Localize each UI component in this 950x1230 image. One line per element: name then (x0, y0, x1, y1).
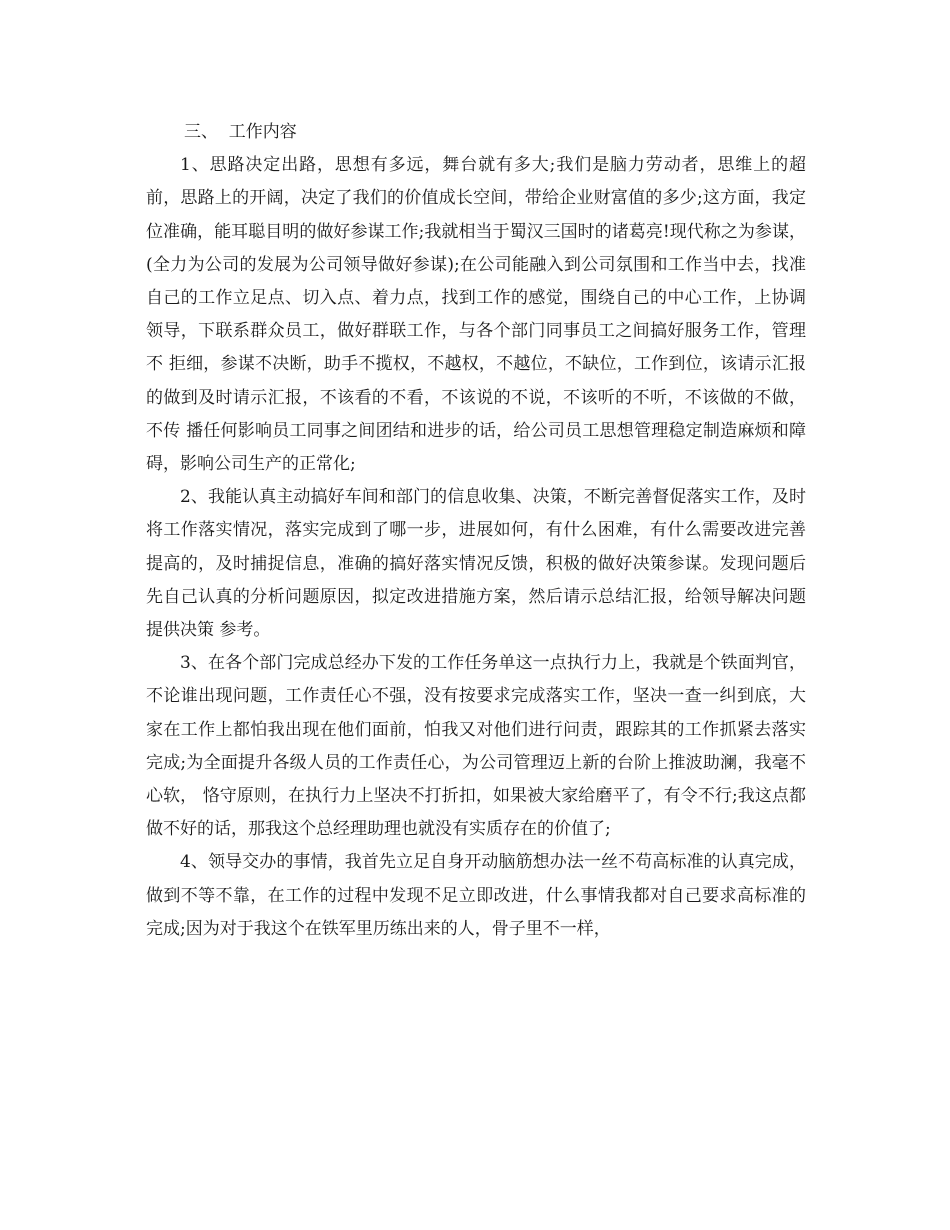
section-heading: 三、 工作内容 (184, 122, 297, 142)
paragraph-3: 3、在各个部门完成总经办下发的工作任务单这一点执行力上，我就是个铁面判官，不论谁出现问题，工作责任心不强，没有按要求完成落实工作，坚决一查一纠到底，大家在工作上都怕我出现在他们面前，怕我又对他们进行问责，跟踪其的工作抓紧去落实完成;为全面提升各级人员的工作责任心，为公司管理迈上新的台阶上推波助澜，我毫不心软， 恪守原则，在执行力上坚决不打折扣，如果被大家给磨平了，有令不行;我这点都做不好的话，那我这个总经理助理也就没有实质存在的价值了; (146, 653, 806, 840)
paragraph-2: 2、我能认真主动搞好车间和部门的信息收集、决策，不断完善督促落实工作，及时将工作落实情况，落实完成到了哪一步，进展如何，有什么困难，有什么需要改进完善提高的，及时捕捉信息，准确的搞好落实情况反馈，积极的做好决策参谋。发现问题后先自己认真的分析问题原因，拟定改进措施方案，然后请示总结汇报，给领导解决问题提供决策 参考。 (146, 487, 806, 641)
paragraph-4: 4、领导交办的事情，我首先立足自身开动脑筋想办法一丝不苟高标准的认真完成，做到不等不靠，在工作的过程中发现不足立即改进，什么事情我都对自己要求高标准的完成;因为对于我这个在铁军里历练出来的人，骨子里不一样， (146, 852, 806, 939)
document-body (146, 116, 806, 946)
paragraph-1: 1、思路决定出路，思想有多远，舞台就有多大;我们是脑力劳动者，思维上的超前，思路上的开阔，决定了我们的价值成长空间，带给企业财富值的多少;这方面，我定位准确，能耳聪目明的做好参谋工作;我就相当于蜀汉三国时的诸葛亮!现代称之为参谋，(全力为公司的发展为公司领导做好参谋);在公司能融入到公司氛围和工作当中去，找准 自己的工作立足点、切入点、着力点，找到工作的感觉，围绕自己的中心工作，上协调领导，下联系群众员工，做好群联工作，与各个部门同事员工之间搞好服务工作，管理不 拒细，参谋不决断，助手不揽权，不越权，不越位，不缺位，工作到位，该请示汇报的做到及时请示汇报，不该看的不看，不该说的不说，不该听的不听，不该做的不做，不传 播任何影响员工同事之间团结和进步的话，给公司员工思想管理稳定制造麻烦和障碍，影响公司生产的正常化; (146, 155, 806, 475)
